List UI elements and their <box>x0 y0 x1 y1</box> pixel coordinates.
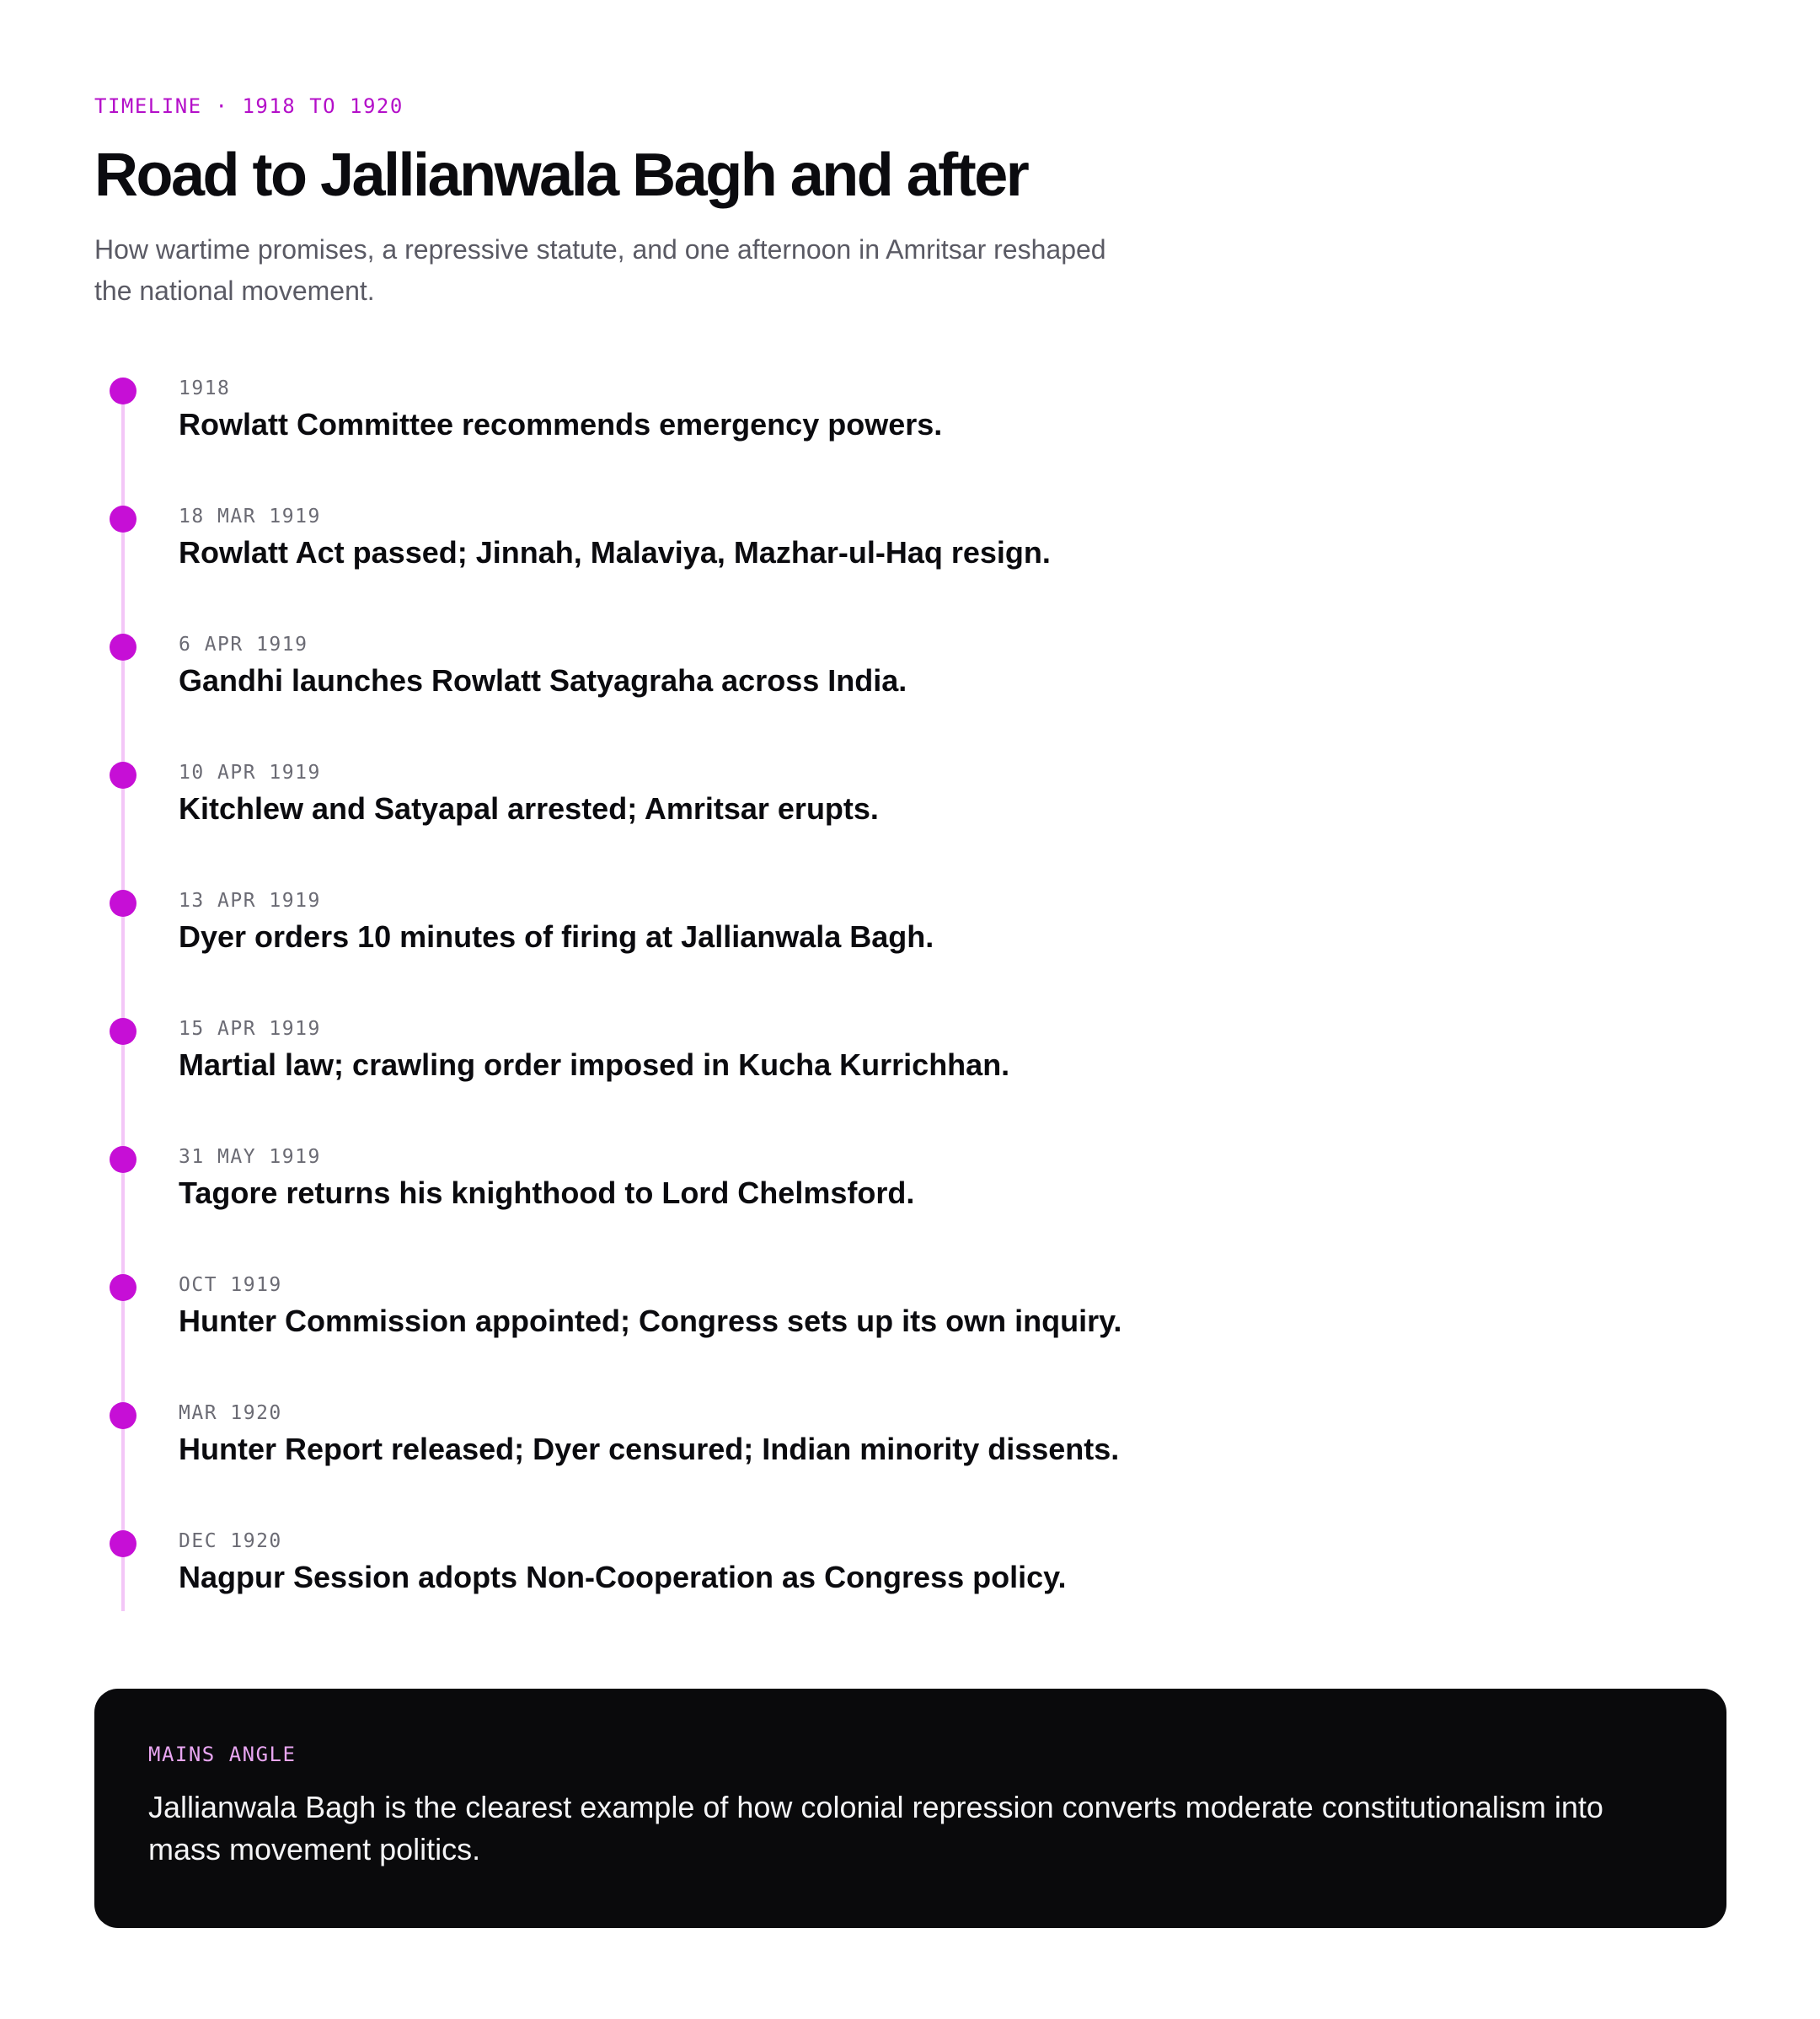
event-date: 15 APR 1919 <box>179 1018 321 1040</box>
event-date: 18 MAR 1919 <box>179 506 321 528</box>
event-date: DEC 1920 <box>179 1530 282 1552</box>
event-text: Rowlatt Committee recommends emergency powers. <box>179 407 943 442</box>
timeline-dot <box>110 1018 136 1045</box>
timeline-dot <box>110 890 136 917</box>
page-title: Road to Jallianwala Bagh and after <box>94 142 1028 209</box>
timeline-dot <box>110 762 136 789</box>
event-text: Hunter Report released; Dyer censured; Indian minority dissents. <box>179 1432 1120 1466</box>
timeline-event <box>94 755 1611 883</box>
event-date: 1918 <box>179 378 231 399</box>
event-text: Nagpur Session adopts Non-Cooperation as Congress policy. <box>179 1560 1067 1594</box>
event-date: 6 APR 1919 <box>179 634 308 656</box>
timeline-event <box>94 1139 1611 1267</box>
timeline-event <box>94 627 1611 755</box>
timeline-dot <box>110 506 136 533</box>
event-text: Kitchlew and Satyapal arrested; Amritsar erupts. <box>179 791 879 826</box>
timeline-dot <box>110 634 136 661</box>
event-text: Gandhi launches Rowlatt Satyagraha across India. <box>179 663 907 698</box>
event-text: Rowlatt Act passed; Jinnah, Malaviya, Mazhar-ul-Haq resign. <box>179 535 1051 570</box>
eyebrow: TIMELINE · 1918 TO 1920 <box>94 94 404 118</box>
event-date: MAR 1920 <box>179 1402 282 1424</box>
timeline-dot <box>110 1402 136 1429</box>
page-subtitle: How wartime promises, a repressive statute, and one afternoon in Amritsar reshaped the national movement. <box>94 234 1106 306</box>
event-text: Dyer orders 10 minutes of firing at Jallianwala Bagh. <box>179 919 934 954</box>
timeline-dot <box>110 1274 136 1301</box>
timeline-event <box>94 1395 1611 1524</box>
event-date: 13 APR 1919 <box>179 890 321 912</box>
timeline-event <box>94 371 1611 499</box>
timeline-dot <box>110 1146 136 1173</box>
mains-angle-callout <box>94 1689 1726 1928</box>
timeline-event <box>94 1267 1611 1395</box>
timeline-event <box>94 1011 1611 1139</box>
timeline-event <box>94 883 1611 1011</box>
timeline <box>94 371 1611 1611</box>
event-text: Hunter Commission appointed; Congress sets up its own inquiry. <box>179 1304 1122 1338</box>
callout-text: Jallianwala Bagh is the clearest example of how colonial repression converts moderate constitutionalism into mass movement politics. <box>148 1790 1603 1866</box>
event-text: Martial law; crawling order imposed in Kucha Kurrichhan. <box>179 1047 1010 1082</box>
event-date: 10 APR 1919 <box>179 762 321 784</box>
callout-label: MAINS ANGLE <box>148 1743 297 1766</box>
timeline-dot <box>110 1530 136 1557</box>
event-text: Tagore returns his knighthood to Lord Chelmsford. <box>179 1176 915 1210</box>
event-date: OCT 1919 <box>179 1274 282 1296</box>
event-date: 31 MAY 1919 <box>179 1146 321 1168</box>
timeline-dot <box>110 378 136 404</box>
timeline-event <box>94 499 1611 627</box>
timeline-event <box>94 1524 1611 1652</box>
